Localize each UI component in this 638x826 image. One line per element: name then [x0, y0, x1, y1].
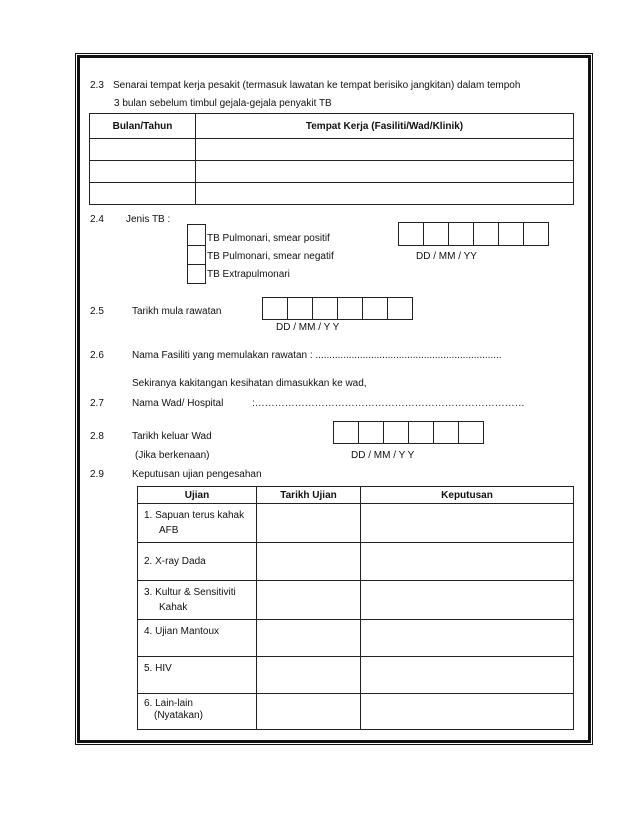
- workplace-cell[interactable]: [196, 183, 574, 205]
- month-year-cell[interactable]: [90, 139, 196, 161]
- tb-date-format: DD / MM / YY: [416, 251, 477, 262]
- section-2-5-number: 2.5: [90, 306, 104, 317]
- month-year-cell[interactable]: [90, 161, 196, 183]
- digit-box[interactable]: [333, 421, 359, 444]
- treatment-date-format: DD / MM / Y Y: [276, 322, 340, 333]
- tb-date-boxes[interactable]: [399, 222, 549, 246]
- facility-name-field[interactable]: Nama Fasiliti yang memulakan rawatan : ...................................................................: [132, 350, 502, 361]
- test-result-cell[interactable]: [361, 581, 574, 620]
- section-2-6-number: 2.6: [90, 350, 104, 361]
- col-month-year: Bulan/Tahun: [90, 114, 196, 139]
- digit-box[interactable]: [262, 297, 288, 320]
- tb-type-label: Jenis TB :: [126, 214, 171, 225]
- checkbox-smear-positive[interactable]: [187, 224, 206, 246]
- test-name-cell: [138, 504, 257, 543]
- test-name-cell: [138, 543, 257, 581]
- col-test-date: Tarikh Ujian: [257, 487, 361, 504]
- workplace-table: [89, 113, 574, 205]
- digit-box[interactable]: [448, 222, 474, 246]
- workplace-cell[interactable]: [196, 139, 574, 161]
- test-name-sub: AFB: [159, 525, 179, 536]
- option-smear-positive: TB Pulmonari, smear positif: [207, 233, 330, 244]
- col-test: Ujian: [138, 487, 257, 504]
- test-date-cell[interactable]: [257, 620, 361, 657]
- section-2-8-number: 2.8: [90, 431, 104, 442]
- test-date-cell[interactable]: [257, 504, 361, 543]
- digit-box[interactable]: [458, 421, 484, 444]
- section-2-3-number: 2.3: [90, 80, 104, 91]
- option-smear-negative: TB Pulmonari, smear negatif: [207, 251, 334, 262]
- treatment-start-label: Tarikh mula rawatan: [132, 306, 222, 317]
- option-extrapulmonary: TB Extrapulmonari: [207, 269, 290, 280]
- test-date-cell[interactable]: [257, 694, 361, 730]
- discharge-date-boxes[interactable]: [334, 421, 484, 444]
- digit-box[interactable]: [312, 297, 338, 320]
- digit-box[interactable]: [523, 222, 549, 246]
- test-name: 5. HIV: [144, 663, 172, 674]
- test-name: 4. Ujian Mantoux: [144, 626, 220, 637]
- test-date-cell[interactable]: [257, 543, 361, 581]
- digit-box[interactable]: [423, 222, 449, 246]
- digit-box[interactable]: [387, 297, 413, 320]
- digit-box[interactable]: [358, 421, 384, 444]
- test-result-cell[interactable]: [361, 657, 574, 694]
- col-result: Keputusan: [361, 487, 574, 504]
- test-name-cell: [138, 694, 257, 730]
- confirmation-test-label: Keputusan ujian pengesahan: [132, 469, 262, 480]
- discharge-date-label: Tarikh keluar Wad: [132, 431, 212, 442]
- digit-box[interactable]: [408, 421, 434, 444]
- ward-admission-note: Sekiranya kakitangan kesihatan dimasukkan ke wad,: [132, 378, 367, 389]
- test-name: 6. Lain-lain: [144, 698, 193, 709]
- confirmation-test-table: [137, 486, 574, 730]
- test-name-sub: (Nyatakan): [154, 710, 203, 721]
- discharge-date-note: (Jika berkenaan): [135, 450, 210, 461]
- section-2-3-text: Senarai tempat kerja pesakit (termasuk lawatan ke tempat berisiko jangkitan) dalam tempoh: [113, 80, 521, 91]
- checkbox-smear-negative[interactable]: [187, 245, 206, 265]
- digit-box[interactable]: [433, 421, 459, 444]
- test-name-cell: [138, 581, 257, 620]
- workplace-cell[interactable]: [196, 161, 574, 183]
- col-workplace: Tempat Kerja (Fasiliti/Wad/Klinik): [196, 114, 574, 139]
- section-2-7-number: 2.7: [90, 398, 104, 409]
- digit-box[interactable]: [473, 222, 499, 246]
- test-date-cell[interactable]: [257, 581, 361, 620]
- ward-hospital-label: Nama Wad/ Hospital: [132, 398, 224, 409]
- test-name-cell: [138, 620, 257, 657]
- digit-box[interactable]: [362, 297, 388, 320]
- digit-box[interactable]: [498, 222, 524, 246]
- test-name: 1. Sapuan terus kahak: [144, 510, 245, 521]
- ward-hospital-field[interactable]: :………………………………………………………………………: [252, 398, 525, 409]
- section-2-3-text-cont: 3 bulan sebelum timbul gejala-gejala penyakit TB: [114, 98, 332, 109]
- test-result-cell[interactable]: [361, 543, 574, 581]
- test-name-sub: Kahak: [159, 602, 188, 613]
- test-result-cell[interactable]: [361, 504, 574, 543]
- digit-box[interactable]: [398, 222, 424, 246]
- test-date-cell[interactable]: [257, 657, 361, 694]
- digit-box[interactable]: [287, 297, 313, 320]
- digit-box[interactable]: [383, 421, 409, 444]
- test-result-cell[interactable]: [361, 694, 574, 730]
- treatment-date-boxes[interactable]: [263, 297, 413, 320]
- checkbox-extrapulmonary[interactable]: [187, 264, 206, 284]
- section-2-4-number: 2.4: [90, 214, 104, 225]
- test-name-cell: [138, 657, 257, 694]
- test-result-cell[interactable]: [361, 620, 574, 657]
- discharge-date-format: DD / MM / Y Y: [351, 450, 415, 461]
- digit-box[interactable]: [337, 297, 363, 320]
- month-year-cell[interactable]: [90, 183, 196, 205]
- test-name: 3. Kultur & Sensitiviti: [144, 587, 236, 598]
- test-name: 2. X-ray Dada: [144, 556, 206, 567]
- section-2-9-number: 2.9: [90, 469, 104, 480]
